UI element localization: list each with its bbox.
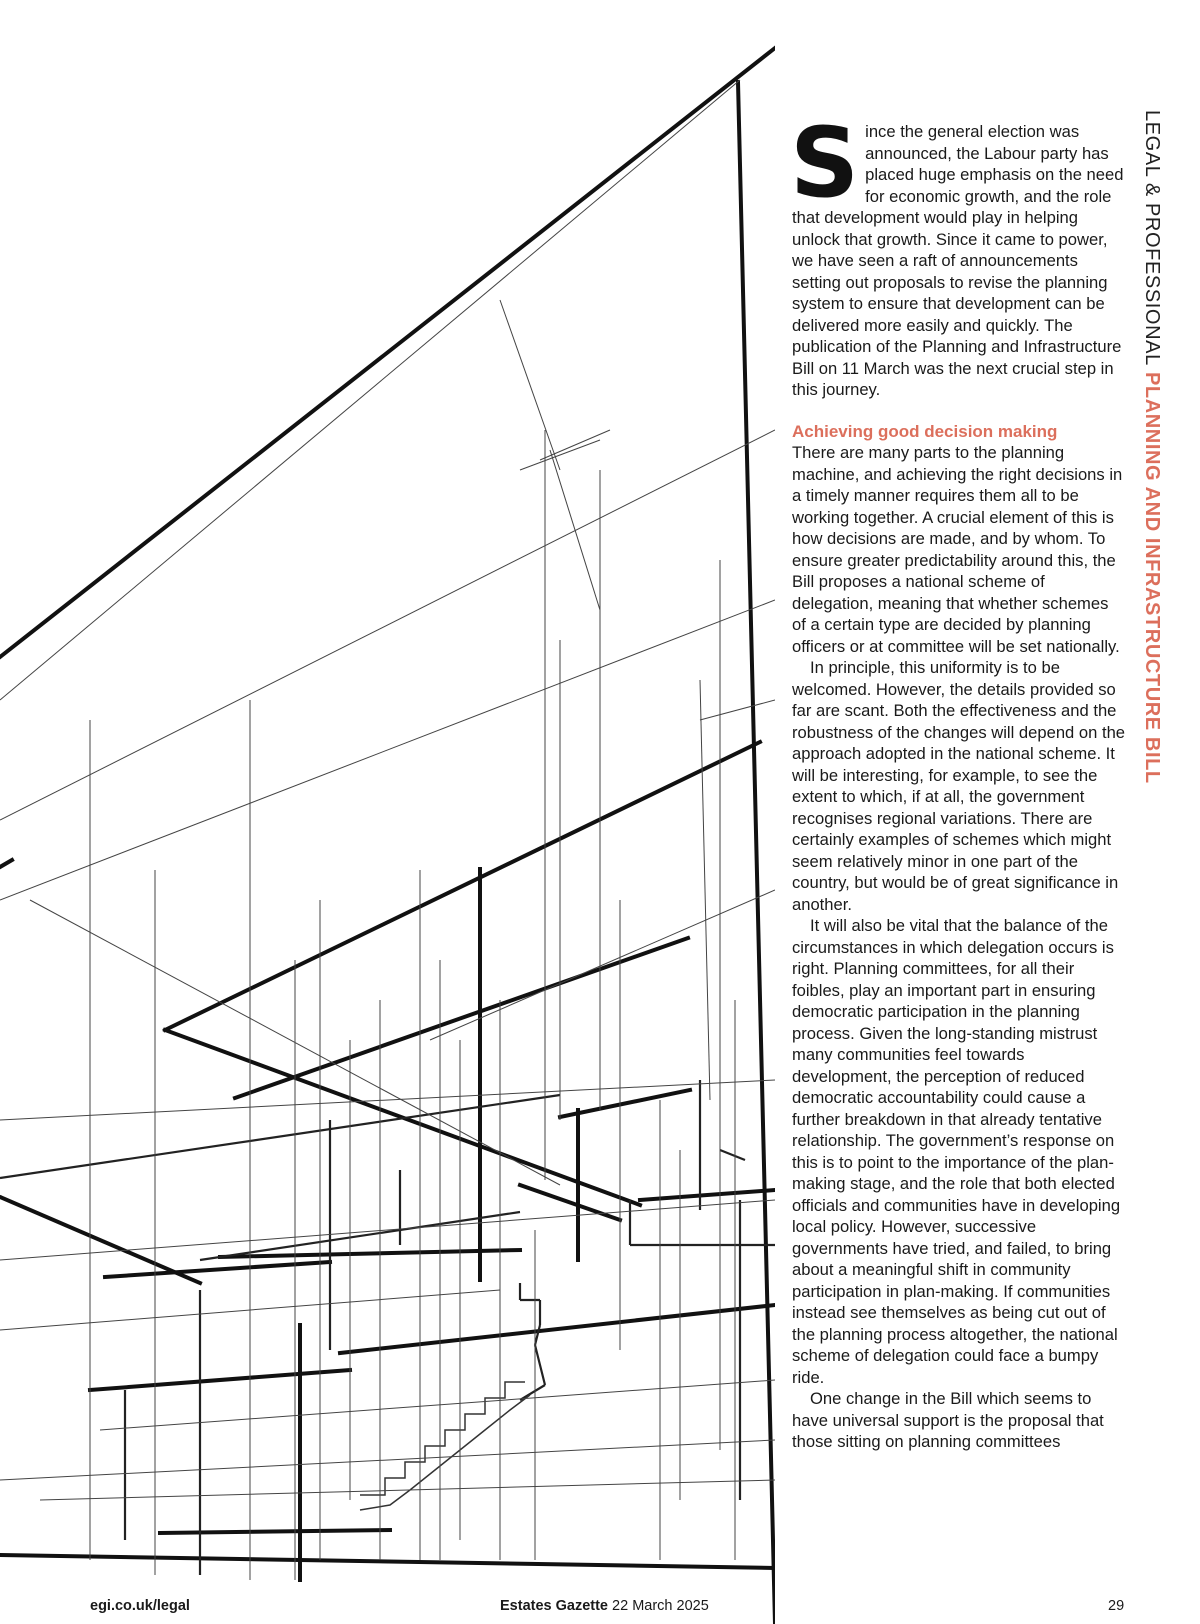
article-body	[790, 107, 1126, 1453]
subheading: Achieving good decision making	[792, 421, 1058, 441]
drop-cap: S	[790, 107, 860, 219]
topic-label: PLANNING AND INFRASTRUCTURE BILL	[1141, 371, 1163, 784]
body-paragraph-1: There are many parts to the planning machine, and achieving the right decisions in a timely manner requires them all to be working together. A crucial element of this is how decisions are made, and by whom. To ensure greater predictability around this, the Bill proposes a national scheme of delegation, meaning that whether schemes of a certain type are decided by planning officers or at committee will be set nationally.	[792, 443, 1123, 656]
body-paragraph-2: In principle, this uniformity is to be welcomed. However, the details provided so far are scant. Both the effectiveness and the robustness of the changes will depend on the approach adopted in the national scheme. It will be interesting, for example, to see the extent to which, if at all, the government recognises regional variations. There are certainly examples of schemes which might seem relatively minor in one part of the country, but would be of great significance in another.	[792, 658, 1126, 914]
intro-text: ince the general election was announced, the Labour party has placed huge emphasis on the need for economic growth, and the role that development would play in helping unlock that growth. Since it came to power, we have seen a raft of announcements setting out proposals to revise the planning system to ensure that development can be delivered more easily and quickly. The publication of the Planning and Infrastructure Bill on 11 March was the next crucial step in this journey.	[792, 122, 1124, 399]
intro-paragraph	[790, 107, 1126, 401]
page-number: 29	[1108, 1598, 1125, 1614]
body-paragraph-3: It will also be vital that the balance of the circumstances in which delegation occurs is right. Planning committees, for all their foibles, play an important part in ensuring democratic participation in the planning process. Given the long-standing mistrust many communities feel towards development, the perception of reduced democratic accountability could cause a further breakdown in that already tentative relationship. The government’s response on this is to point to the importance of the plan-making stage, and the role that both elected officials and communities have in developing local policy. However, successive governments have tried, and failed, to bring about a meaningful shift in community participation in plan-making. If communities instead see themselves as being cut out of the planning process altogether, the national scheme of delegation could face a bumpy ride.	[792, 916, 1121, 1387]
footer-url[interactable]: egi.co.uk/legal	[90, 1598, 190, 1614]
publication-name: Estates Gazette	[500, 1598, 608, 1614]
publication-date: 22 March 2025	[612, 1598, 709, 1614]
section-label: LEGAL & PROFESSIONAL	[1141, 110, 1163, 366]
body-paragraph-4: One change in the Bill which seems to have universal support is the proposal that those sitting on planning committees	[792, 1389, 1104, 1451]
footer-publication	[500, 1598, 709, 1614]
section-heading	[1140, 110, 1163, 784]
